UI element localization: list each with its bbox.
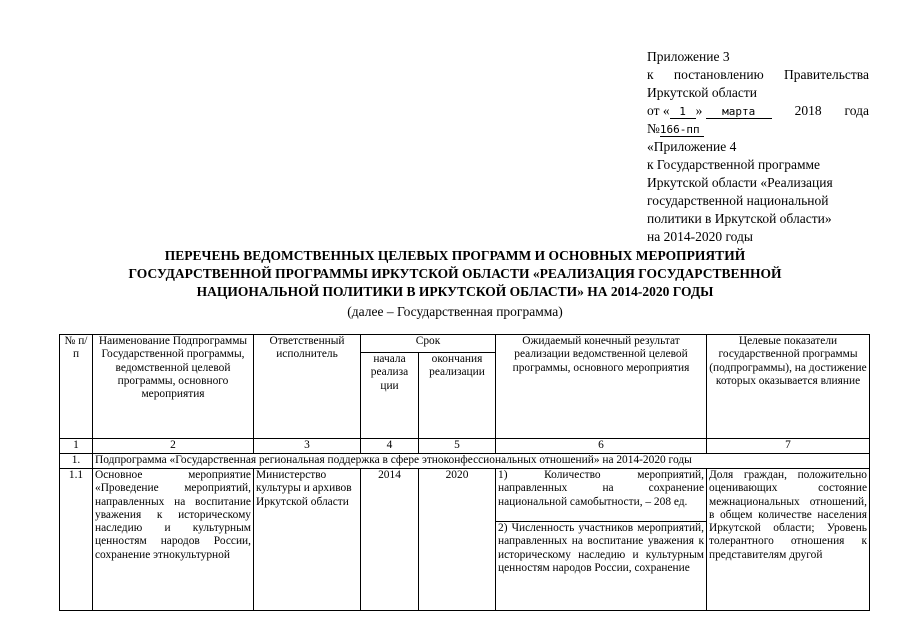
appendix-date-line: от « 1 » марта 2018 года: [647, 103, 869, 118]
appendix-title: Приложение 3: [647, 49, 730, 64]
handwritten-month: марта: [706, 105, 772, 119]
header-result: Ожидаемый конечный результат реализации ведомственной целевой программы, основного мероприятия: [496, 335, 707, 439]
appendix-block: Приложение 3 к постановлению Правительства Иркутской области от « 1 » марта 2018 года №166-пп «Приложение 4 к Государственной программе Иркутской области «Реализация государственной национальной политики в Иркутской области» на 2014-2020 годы: [647, 49, 869, 244]
header-term: Срок: [361, 335, 496, 353]
result-item-1: 1) Количество мероприятий, направленных на сохранение национальной самобытности, – 208 ед.: [498, 469, 704, 508]
header-num: № п/п: [60, 335, 93, 439]
header-executor: Ответственный исполнитель: [254, 335, 361, 439]
header-end: окончания реализации: [419, 353, 496, 439]
result-item-2: 2) Численность участников мероприятий, направленных на воспитание уважения к историческому наследию и культурным ценностям народов России, сохранение: [498, 522, 704, 574]
row-executor: Министерство культуры и архивов Иркутской области: [254, 469, 361, 611]
column-numbers-row: 1 2 3 4 5 6 7: [60, 439, 870, 454]
handwritten-day: 1: [670, 105, 696, 119]
row-num: 1.1: [60, 469, 93, 611]
row-result: [496, 469, 707, 611]
appendix-decree-line: к постановлению Правительства: [647, 67, 869, 82]
row-targets: Доля граждан, положительно оценивающих состояние межнациональных отношений, в общем количестве населения Иркутской области; Уровень толерантного отношения к представителям другой: [707, 469, 870, 611]
program-table: [59, 334, 870, 611]
section-row: [60, 454, 870, 469]
appendix-number-line: №166-пп: [647, 120, 869, 138]
header-start: начала реализа ции: [361, 353, 419, 439]
appendix-region: Иркутской области: [647, 85, 758, 100]
handwritten-number: 166-пп: [660, 123, 704, 137]
row-end: 2020: [419, 469, 496, 611]
document-title: ПЕРЕЧЕНЬ ВЕДОМСТВЕННЫХ ЦЕЛЕВЫХ ПРОГРАММ И ОСНОВНЫХ МЕРОПРИЯТИЙ ГОСУДАРСТВЕННОЙ ПРОГРАММЫ ИРКУТСКОЙ ОБЛАСТИ «РЕАЛИЗАЦИЯ ГОСУДАРСТВЕННОЙ НАЦИОНАЛЬНОЙ ПОЛИТИКИ В ИРКУТСКОЙ ОБЛАСТИ» НА 2014-2020 ГОДЫ: [128, 248, 782, 299]
row-start: 2014: [361, 469, 419, 611]
document-subtitle: (далее – Государственная программа): [347, 304, 563, 319]
section-num: 1.: [60, 454, 93, 469]
row-name: Основное мероприятие «Проведение мероприятий, направленных на воспитание уважения к историческому наследию и культурным ценностям народов России, сохранение этнокультурной: [93, 469, 254, 611]
section-title: Подпрограмма «Государственная региональная поддержка в сфере этноконфессиональных отношений» на 2014-2020 годы: [93, 454, 870, 469]
appendix-subtitle: «Приложение 4: [647, 139, 737, 154]
table-row: [60, 469, 870, 611]
header-name: Наименование Подпрограммы Государственной программы, ведомственной целевой программы, основного мероприятия: [93, 335, 254, 439]
header-targets: Целевые показатели государственной программы (подпрограммы), на достижение которых оказывается влияние: [707, 335, 870, 439]
